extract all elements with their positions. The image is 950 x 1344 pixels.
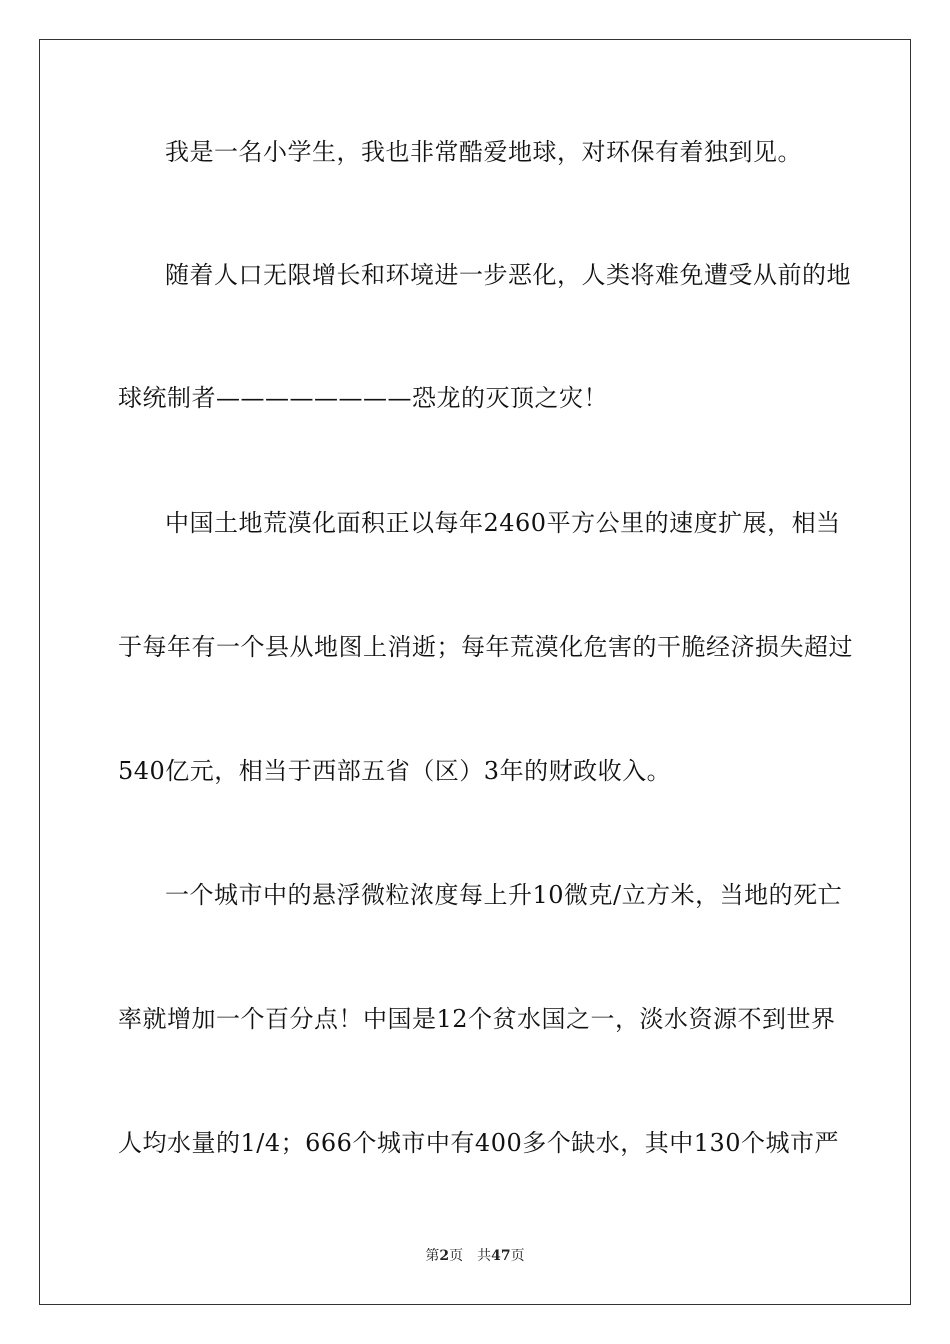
footer-total-pages: 47 — [491, 1248, 511, 1264]
text-line-1: 我是一名小学生，我也非常酷爱地球，对环保有着独到见。 — [165, 138, 802, 166]
text-line-4: 中国土地荒漠化面积正以每年2460平方公里的速度扩展，相当 — [165, 509, 841, 537]
footer-prefix: 第 — [425, 1248, 440, 1264]
footer-page-number: 2 — [439, 1248, 450, 1264]
footer-page-suffix: 页 — [449, 1248, 464, 1264]
text-line-2: 随着人口无限增长和环境进一步恶化，人类将难免遭受从前的地 — [165, 261, 851, 289]
footer-total-prefix: 共 — [477, 1248, 492, 1264]
text-line-5: 于每年有一个县从地图上消逝；每年荒漠化危害的干脆经济损失超过 — [118, 633, 853, 661]
text-line-6: 540亿元，相当于西部五省（区）3年的财政收入。 — [118, 757, 672, 785]
text-line-8: 率就增加一个百分点！中国是12个贫水国之一，淡水资源不到世界 — [118, 1005, 836, 1033]
footer-total-suffix: 页 — [510, 1248, 525, 1264]
page-frame — [39, 39, 911, 1305]
text-line-9: 人均水量的1/4；666个城市中有400多个缺水，其中130个城市严 — [118, 1129, 840, 1157]
text-line-3: 球统制者————————恐龙的灭顶之灾！ — [118, 384, 608, 412]
page-footer — [0, 1247, 950, 1265]
text-line-7: 一个城市中的悬浮微粒浓度每上升10微克/立方米，当地的死亡 — [165, 881, 843, 909]
